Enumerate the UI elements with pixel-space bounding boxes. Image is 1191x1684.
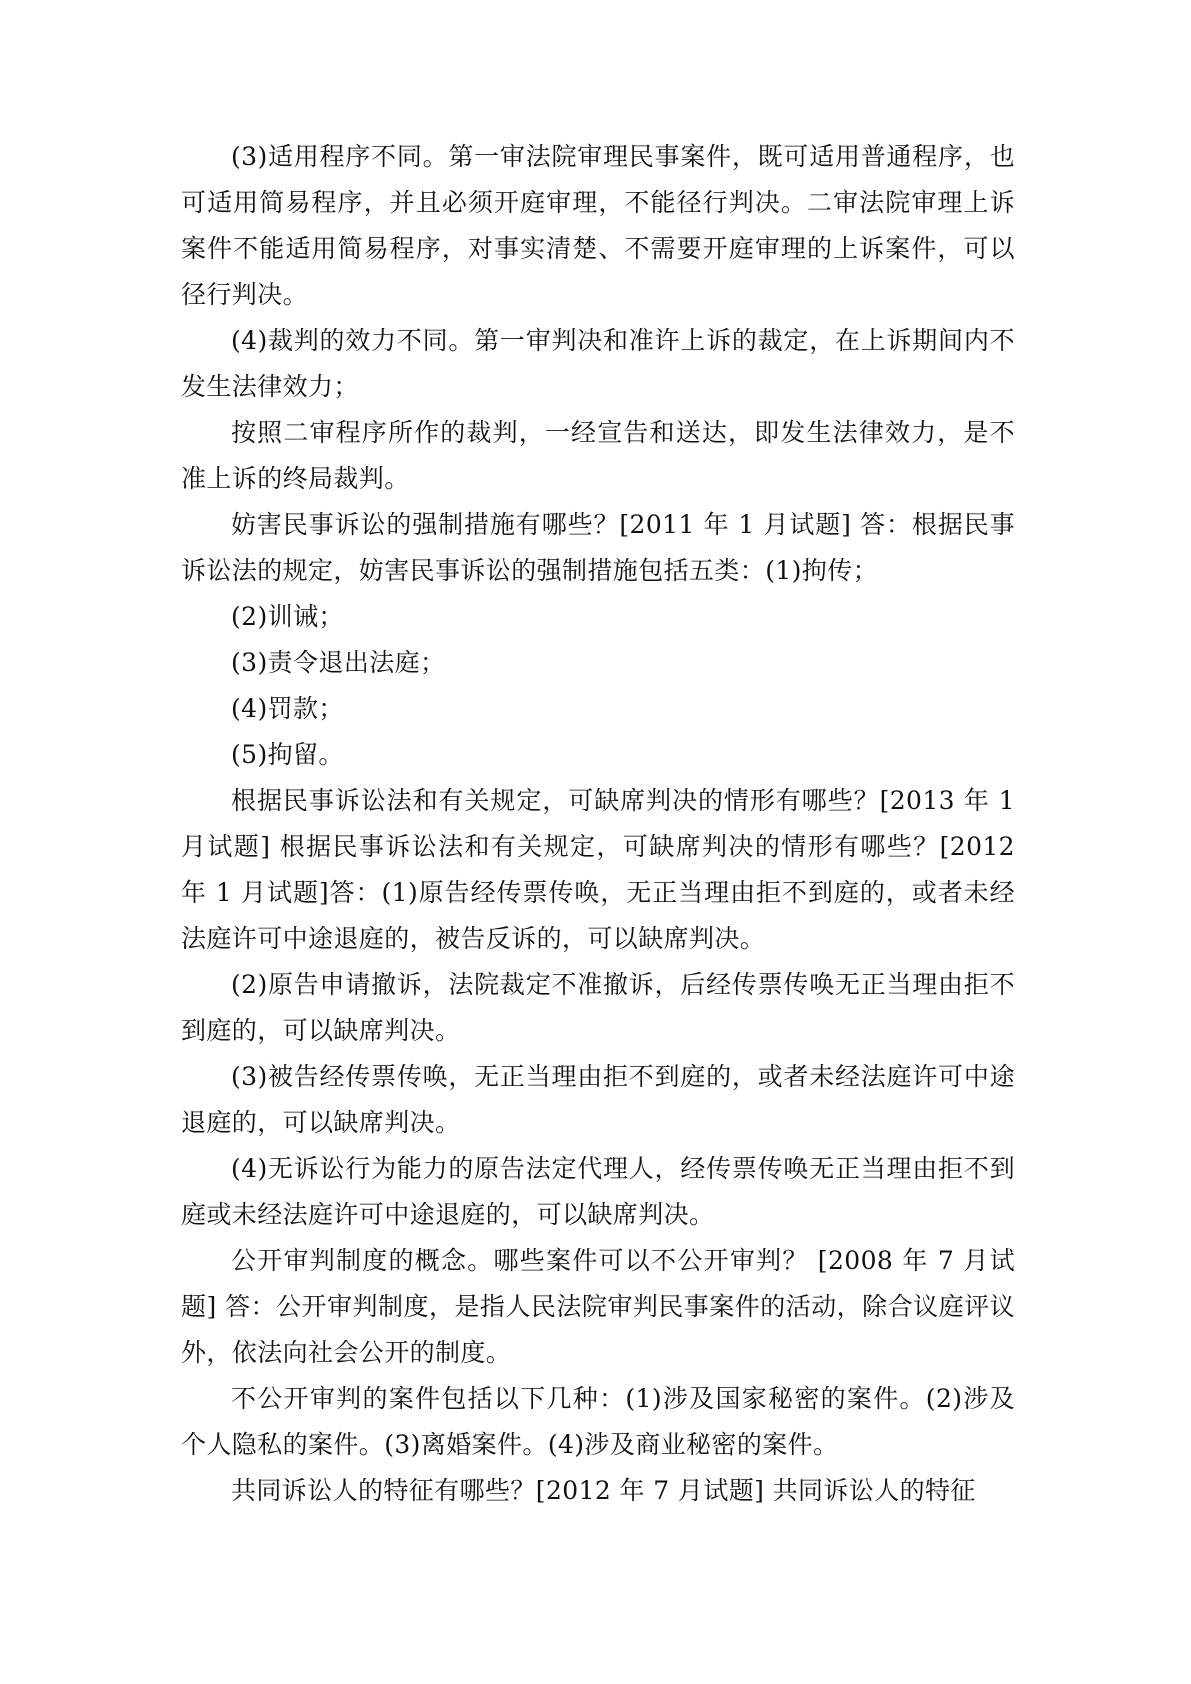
- paragraph-non-public-trial-cases: 不公开审判的案件包括以下几种：(1)涉及国家秘密的案件。(2)涉及个人隐私的案件。(3)离婚案件。(4)涉及商业秘密的案件。: [181, 1384, 1015, 1459]
- paragraph-default-judgment-4: (4)无诉讼行为能力的原告法定代理人，经传票传唤无正当理由拒不到庭或未经法庭许可中途退庭的，可以缺席判决。: [181, 1154, 1015, 1229]
- paragraph-trial-procedure: (3)适用程序不同。第一审法院审理民事案件，既可适用普通程序，也可适用简易程序，并且必须开庭审理，不能径行判决。二审法院审理上诉案件不能适用简易程序，对事实清楚、不需要开庭审理的上诉案件，可以径行判决。: [181, 142, 1015, 309]
- document-body: [181, 134, 1015, 1514]
- paragraph-measure-order-leave-court: (3)责令退出法庭；: [231, 648, 446, 677]
- paragraph-judgment-effect: (4)裁判的效力不同。第一审判决和准许上诉的裁定，在上诉期间内不发生法律效力；: [181, 326, 1015, 401]
- paragraph-measure-detention: (5)拘留。: [231, 740, 344, 769]
- paragraph-measure-admonition: (2)训诫；: [231, 602, 344, 631]
- paragraph-second-instance-effect: 按照二审程序所作的裁判，一经宣告和送达，即发生法律效力，是不准上诉的终局裁判。: [181, 418, 1015, 493]
- paragraph-default-judgment-3: (3)被告经传票传唤，无正当理由拒不到庭的，或者未经法庭许可中途退庭的，可以缺席判决。: [181, 1062, 1015, 1137]
- paragraph-default-judgment-2: (2)原告申请撤诉，法院裁定不准撤诉，后经传票传唤无正当理由拒不到庭的，可以缺席判决。: [181, 970, 1015, 1045]
- paragraph-co-litigant-question: 共同诉讼人的特征有哪些？[2012 年 7 月试题] 共同诉讼人的特征: [231, 1476, 976, 1505]
- paragraph-public-trial-question: 公开审判制度的概念。哪些案件可以不公开审判？ [2008 年 7 月试题] 答：公开审判制度，是指人民法院审判民事案件的活动，除合议庭评议外，依法向社会公开的制度。: [181, 1246, 1015, 1367]
- paragraph-measure-fine: (4)罚款；: [231, 694, 344, 723]
- paragraph-coercive-measures-question: 妨害民事诉讼的强制措施有哪些？[2011 年 1 月试题] 答：根据民事诉讼法的规定，妨害民事诉讼的强制措施包括五类：(1)拘传；: [181, 510, 1015, 585]
- paragraph-default-judgment-question: 根据民事诉讼法和有关规定，可缺席判决的情形有哪些？[2013 年 1 月试题] 根据民事诉讼法和有关规定，可缺席判决的情形有哪些？[2012 年 1 月试题]答：(1)原告经传票传唤，无正当理由拒不到庭的，或者未经法庭许可中途退庭的，被告反诉的，可以缺席判决。: [181, 786, 1015, 953]
